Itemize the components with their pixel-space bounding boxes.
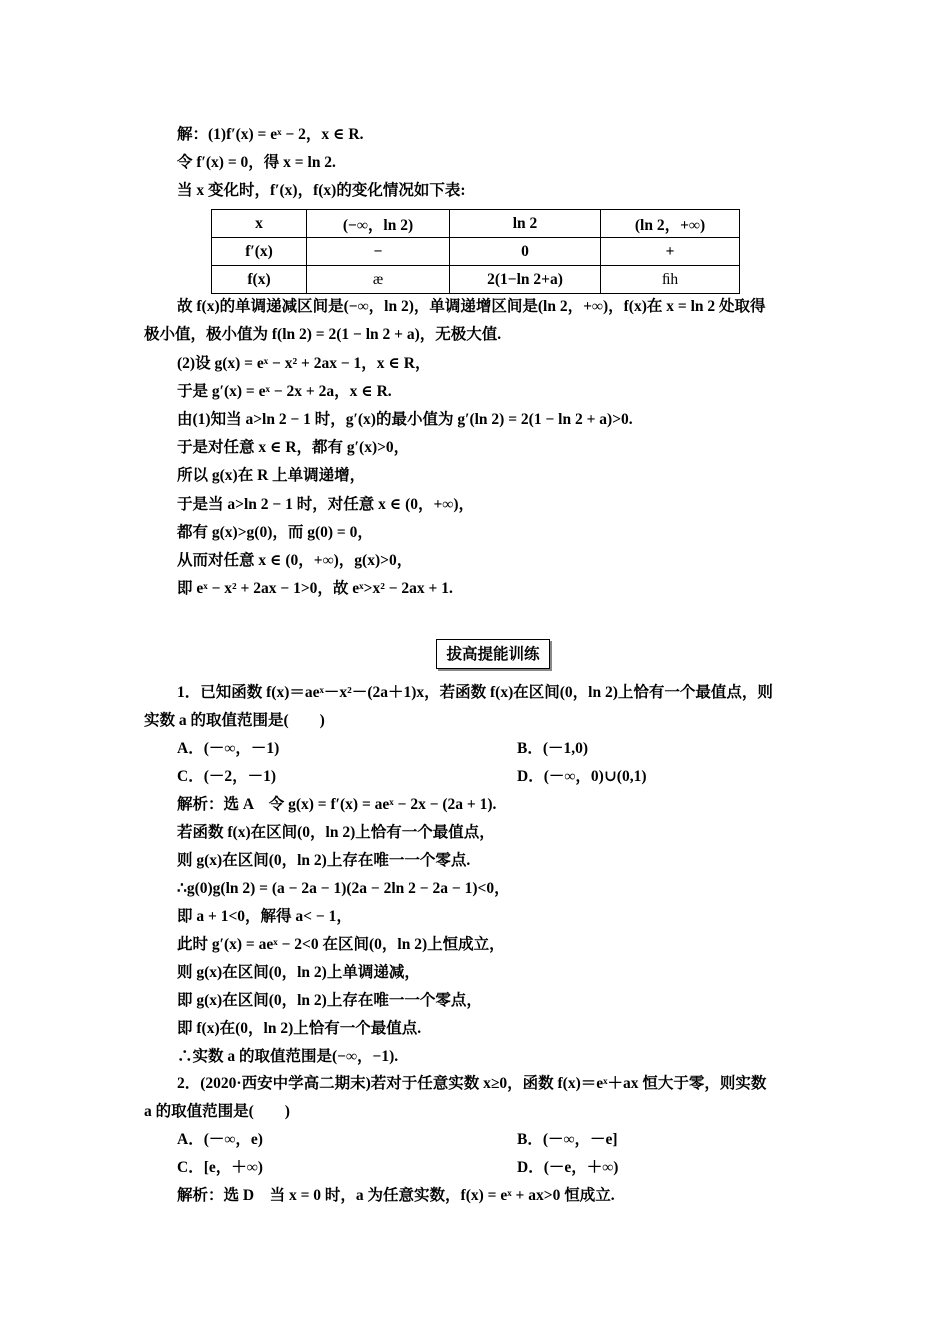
- question-2-option-c: C．[e，＋∞): [177, 1159, 263, 1176]
- variation-table: [211, 209, 740, 294]
- question-1-analysis: 则 g(x)在区间(0，ln 2)上存在唯一一个零点.: [177, 852, 471, 869]
- question-2-option-b: B．(－∞，－e]: [517, 1131, 618, 1148]
- table-cell: æ: [307, 266, 450, 294]
- solution-line: 所以 g(x)在 R 上单调递增，: [177, 467, 366, 484]
- solution-line: (2)设 g(x) = eˣ − x² + 2ax − 1，x ∈ R，: [177, 355, 431, 372]
- solution-line: 由(1)知当 a>ln 2 − 1 时，g′(x)的最小值为 g′(ln 2) = 2(1 − ln 2 + a)>0.: [177, 411, 633, 428]
- table-cell: ﬁh: [601, 266, 740, 294]
- table-row: [212, 210, 740, 238]
- question-1-option-d: D．(－∞，0)∪(0,1): [517, 768, 647, 785]
- table-row: [212, 238, 740, 266]
- question-1-analysis: ∴g(0)g(ln 2) = (a − 2a − 1)(2a − 2ln 2 − 2a − 1)<0，: [177, 880, 510, 897]
- question-1-analysis: 即 f(x)在(0，ln 2)上恰有一个最值点.: [177, 1020, 422, 1037]
- table-header-cell: (ln 2，+∞): [601, 210, 740, 238]
- question-1-analysis: 则 g(x)在区间(0，ln 2)上单调递减，: [177, 964, 420, 981]
- solution-line: 从而对任意 x ∈ (0，+∞)，g(x)>0，: [177, 552, 413, 569]
- table-cell: −: [307, 238, 450, 266]
- question-1-option-c: C．(－2，－1): [177, 768, 277, 785]
- question-1-analysis: 即 a + 1<0，解得 a< − 1，: [177, 908, 352, 925]
- table-cell: +: [601, 238, 740, 266]
- solution-line: 都有 g(x)>g(0)，而 g(0) = 0，: [177, 524, 373, 541]
- question-1-option-b: B．(－1,0): [517, 740, 589, 757]
- question-1-option-a: A．(－∞，－1): [177, 740, 280, 757]
- solution-line: 解：(1)f′(x) = eˣ − 2，x ∈ R.: [177, 126, 364, 143]
- question-1-stem: 实数 a 的取值范围是( ): [144, 712, 325, 729]
- table-header-cell: (−∞，ln 2): [307, 210, 450, 238]
- solution-line: 于是对任意 x ∈ R，都有 g′(x)>0，: [177, 439, 410, 456]
- question-1-analysis: 即 g(x)在区间(0，ln 2)上存在唯一一个零点，: [177, 992, 482, 1009]
- table-cell: f′(x): [212, 238, 307, 266]
- question-1-analysis: 解析：选 A 令 g(x) = f′(x) = aeˣ − 2x − (2a + 1).: [177, 796, 497, 813]
- solution-line: 令 f′(x) = 0，得 x = ln 2.: [177, 154, 336, 171]
- table-row: [212, 266, 740, 294]
- question-1-analysis: 若函数 f(x)在区间(0，ln 2)上恰有一个最值点，: [177, 824, 495, 841]
- table-cell: 2(1−ln 2+a): [450, 266, 601, 294]
- solution-line: 当 x 变化时，f′(x)，f(x)的变化情况如下表:: [177, 182, 466, 199]
- solution-line: 于是当 a>ln 2 − 1 时，对任意 x ∈ (0，+∞)，: [177, 496, 475, 513]
- section-title: 拔高提能训练: [436, 639, 550, 669]
- question-1-stem: 1．已知函数 f(x)＝aeˣ－x²－(2a＋1)x，若函数 f(x)在区间(0，ln 2)上恰有一个最值点，则: [177, 684, 773, 701]
- question-1-analysis: 此时 g′(x) = aeˣ − 2<0 在区间(0，ln 2)上恒成立，: [177, 936, 505, 953]
- question-2-option-a: A．(－∞，e): [177, 1131, 263, 1148]
- question-2-analysis: 解析：选 D 当 x = 0 时，a 为任意实数，f(x) = eˣ + ax>0 恒成立.: [177, 1187, 615, 1204]
- question-2-option-d: D．(－e，＋∞): [517, 1159, 619, 1176]
- question-1-analysis: ∴实数 a 的取值范围是(−∞，−1).: [177, 1048, 399, 1065]
- table-cell: 0: [450, 238, 601, 266]
- solution-line: 于是 g′(x) = eˣ − 2x + 2a，x ∈ R.: [177, 383, 392, 400]
- table-header-cell: x: [212, 210, 307, 238]
- table-cell: f(x): [212, 266, 307, 294]
- solution-line: 故 f(x)的单调递减区间是(−∞，ln 2)，单调递增区间是(ln 2，+∞)，f(x)在 x = ln 2 处取得: [177, 298, 766, 315]
- solution-line: 即 eˣ − x² + 2ax − 1>0，故 eˣ>x² − 2ax + 1.: [177, 580, 453, 597]
- solution-line: 极小值，极小值为 f(ln 2) = 2(1 − ln 2 + a)，无极大值.: [144, 326, 502, 343]
- question-2-stem: a 的取值范围是( ): [144, 1103, 290, 1120]
- table-header-cell: ln 2: [450, 210, 601, 238]
- question-2-stem: 2．(2020·西安中学高二期末)若对于任意实数 x≥0，函数 f(x)＝eˣ＋ax 恒大于零，则实数: [177, 1075, 767, 1092]
